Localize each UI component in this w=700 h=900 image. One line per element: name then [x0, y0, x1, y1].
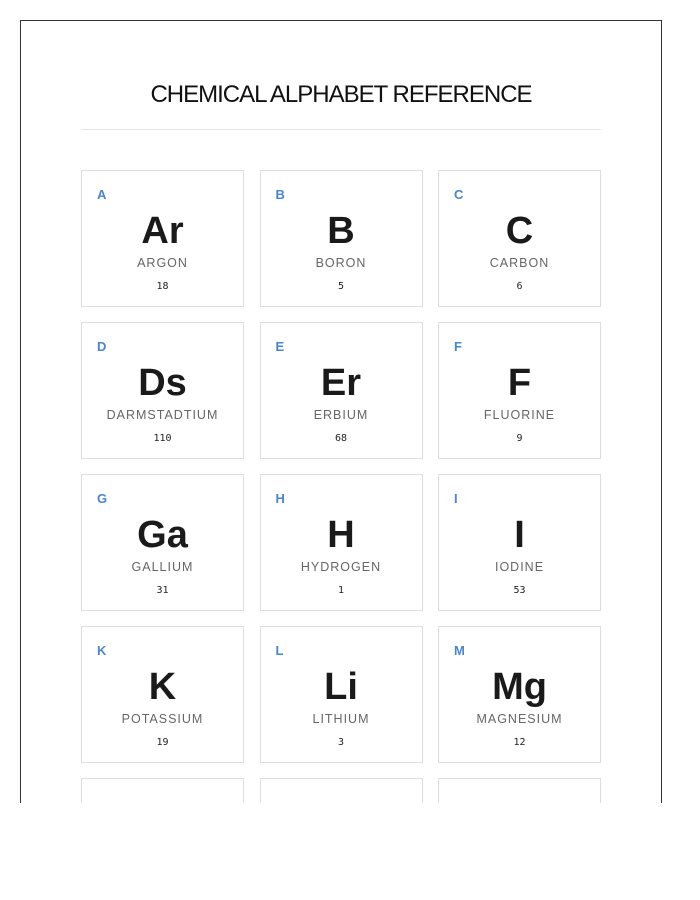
card-atomic-number: 68 — [334, 433, 348, 444]
card-letter: B — [275, 187, 285, 202]
card-symbol: C — [505, 210, 534, 252]
reference-page — [20, 20, 662, 803]
card-symbol: I — [514, 514, 525, 556]
card-symbol: K — [148, 666, 177, 708]
element-card — [438, 170, 601, 307]
card-letter: G — [97, 491, 108, 506]
card-letter: F — [454, 339, 462, 354]
card-atomic-number: 3 — [337, 737, 345, 748]
card-symbol: Ga — [137, 514, 188, 556]
title-divider — [81, 129, 601, 130]
element-card — [438, 322, 601, 459]
card-letter: E — [275, 339, 285, 354]
card-name: CARBON — [489, 256, 550, 270]
card-atomic-number: 5 — [337, 281, 345, 292]
card-letter: I — [454, 491, 458, 506]
card-atomic-number: 6 — [516, 281, 523, 292]
card-atomic-number: 12 — [513, 737, 526, 748]
element-card — [260, 170, 423, 307]
card-name: POTASSIUM — [121, 712, 204, 726]
card-symbol: H — [327, 514, 355, 556]
card-name: BORON — [315, 256, 367, 270]
card-atomic-number: 9 — [516, 433, 523, 444]
card-letter: C — [454, 187, 464, 202]
card-name: ERBIUM — [313, 408, 369, 422]
element-card-partial — [81, 778, 244, 803]
card-letter: K — [97, 643, 107, 658]
card-symbol: Ar — [141, 210, 184, 252]
card-name: GALLIUM — [131, 560, 194, 574]
element-card-partial — [260, 778, 423, 803]
element-card — [260, 626, 423, 763]
card-letter: A — [97, 187, 107, 202]
card-atomic-number: 1 — [337, 585, 345, 596]
card-letter: H — [275, 491, 285, 506]
card-symbol: B — [327, 210, 355, 252]
card-atomic-number: 110 — [153, 433, 172, 444]
card-letter: M — [454, 643, 465, 658]
card-name: LITHIUM — [312, 712, 370, 726]
card-name: MAGNESIUM — [476, 712, 563, 726]
card-symbol: Mg — [492, 666, 547, 708]
card-name: IODINE — [494, 560, 545, 574]
card-atomic-number: 53 — [513, 585, 526, 596]
element-card — [81, 170, 244, 307]
card-symbol: Ds — [138, 362, 187, 404]
card-atomic-number: 31 — [156, 585, 169, 596]
card-symbol: F — [507, 362, 532, 404]
element-grid — [81, 170, 601, 803]
card-name: FLUORINE — [483, 408, 556, 422]
card-name: DARMSTADTIUM — [106, 408, 219, 422]
card-letter: D — [97, 339, 107, 354]
element-card — [81, 474, 244, 611]
element-card — [81, 322, 244, 459]
card-atomic-number: 18 — [156, 281, 169, 292]
card-name: ARGON — [137, 256, 188, 270]
element-card-partial — [438, 778, 601, 803]
page-title: CHEMICAL ALPHABET REFERENCE — [150, 81, 532, 108]
card-symbol: Li — [324, 666, 358, 708]
element-card — [260, 474, 423, 611]
element-card — [81, 626, 244, 763]
card-symbol: Er — [320, 362, 362, 404]
card-letter: L — [275, 643, 284, 658]
element-card — [260, 322, 423, 459]
card-name: HYDROGEN — [300, 560, 382, 574]
element-card — [438, 626, 601, 763]
card-atomic-number: 19 — [156, 737, 169, 748]
element-card — [438, 474, 601, 611]
